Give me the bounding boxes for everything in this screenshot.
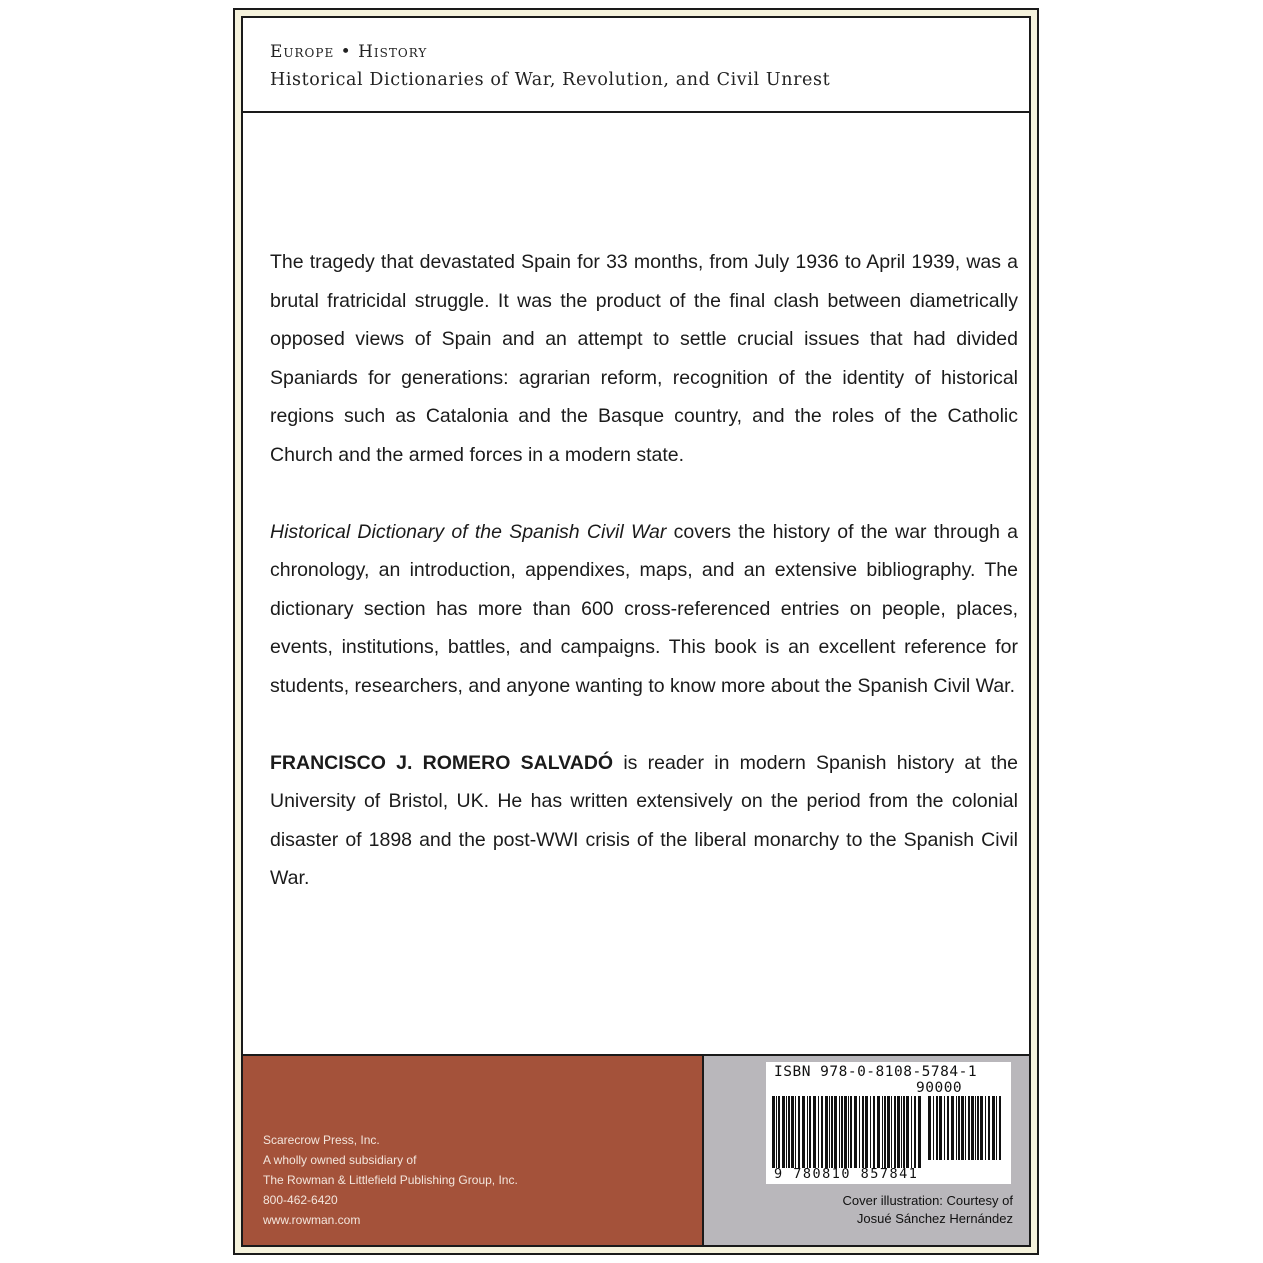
barcode-bar <box>903 1096 905 1168</box>
barcode-bar <box>985 1096 986 1160</box>
barcode-bar <box>844 1096 847 1168</box>
barcode-bar <box>862 1096 864 1168</box>
price-code: 90000 <box>916 1080 963 1096</box>
barcode-bar <box>944 1096 945 1160</box>
barcode-bar <box>788 1096 790 1168</box>
header-divider <box>243 111 1029 113</box>
isbn-label: ISBN 978-0-8108-5784-1 <box>774 1064 978 1080</box>
barcode-bar <box>791 1096 794 1168</box>
barcode-bar <box>971 1096 974 1160</box>
barcode-bar <box>897 1096 900 1168</box>
barcode-bar <box>961 1096 964 1160</box>
barcode-bar <box>882 1096 883 1168</box>
barcode-bar <box>834 1096 837 1168</box>
barcode-bar <box>988 1096 990 1160</box>
barcode-bar <box>911 1096 912 1168</box>
barcode-bar <box>996 1096 997 1160</box>
book-title: Historical Dictionary of the Spanish Civil War <box>270 520 667 543</box>
barcode-bar <box>850 1096 852 1168</box>
back-cover <box>241 16 1031 1247</box>
barcode-addon-bars <box>928 1096 1002 1160</box>
publisher-info <box>263 1130 518 1230</box>
barcode-bar <box>906 1096 909 1168</box>
description-paragraph-2 <box>270 513 1018 706</box>
barcode-bar <box>778 1096 780 1168</box>
barcode-bar <box>939 1096 942 1160</box>
series-title: Historical Dictionaries of War, Revolution, and Civil Unrest <box>270 70 831 90</box>
barcode-bar <box>894 1096 896 1168</box>
cover-credit <box>842 1192 1013 1228</box>
barcode-bar <box>947 1096 949 1160</box>
barcode-bar <box>839 1096 840 1168</box>
barcode-bar <box>965 1096 966 1160</box>
barcode-bar <box>798 1096 800 1168</box>
series-header <box>243 18 1029 111</box>
barcode-bar <box>807 1096 808 1168</box>
barcode-bar <box>933 1096 934 1160</box>
publisher-group: The Rowman & Littlefield Publishing Group, Inc. <box>263 1173 518 1187</box>
barcode-bar <box>821 1096 823 1168</box>
barcode-bar <box>809 1096 811 1168</box>
barcode-bar <box>795 1096 796 1168</box>
barcode-bar <box>813 1096 816 1168</box>
barcode-bar <box>977 1096 979 1160</box>
barcode-bar <box>870 1096 871 1168</box>
barcode-bar <box>829 1096 830 1168</box>
barcode-bar <box>928 1096 931 1160</box>
barcode-bar <box>884 1096 886 1168</box>
barcode-panel <box>704 1056 1029 1245</box>
publisher-subsidiary: A wholly owned subsidiary of <box>263 1153 417 1167</box>
cover-credit-line-1: Cover illustration: Courtesy of <box>842 1193 1013 1208</box>
description-paragraph-2-text: covers the history of the war through a chronology, an introduction, appendixes, maps, and an extensive bibliography. The dictionary section has more than 600 cross-referenced entries on people, places, events, institutions, battles, and campaigns. This book is an excellent reference for students, researchers, and anyone wanting to know more about the Spanish Civil War. <box>270 520 1018 697</box>
publisher-website: www.rowman.com <box>263 1213 361 1227</box>
barcode-bar <box>980 1096 983 1160</box>
barcode-bar <box>887 1096 890 1168</box>
cover-credit-line-2: Josué Sánchez Hernández <box>856 1211 1013 1226</box>
barcode-bar <box>859 1096 860 1168</box>
barcode-bar <box>975 1096 976 1160</box>
barcode-bar <box>854 1096 857 1168</box>
barcode <box>766 1062 1011 1184</box>
barcode-bar <box>891 1096 892 1168</box>
author-bio-text: is reader in modern Spanish history at the University of Bristol, UK. He has written extensively on the period from the colonial disaster of 1898 and the post-WWI crisis of the liberal monarchy to the Spanish Civil War. <box>270 751 1019 889</box>
category-label: Europe • History <box>270 42 428 62</box>
barcode-bar <box>786 1096 787 1168</box>
barcode-bar <box>999 1096 1001 1160</box>
barcode-bar <box>992 1096 995 1160</box>
author-bio <box>270 744 1018 898</box>
barcode-bar <box>918 1096 921 1168</box>
barcode-bar <box>877 1096 880 1168</box>
publisher-panel <box>243 1056 702 1245</box>
barcode-bar <box>776 1096 777 1168</box>
barcode-bar <box>914 1096 916 1168</box>
barcode-bar <box>848 1096 849 1168</box>
barcode-bar <box>936 1096 938 1160</box>
barcode-bar <box>818 1096 819 1168</box>
description <box>270 243 1018 936</box>
barcode-bar <box>865 1096 868 1168</box>
barcode-bar <box>958 1096 960 1160</box>
barcode-bar <box>901 1096 902 1168</box>
author-name: FRANCISCO J. ROMERO SALVADÓ <box>270 751 614 774</box>
barcode-bar <box>825 1096 828 1168</box>
barcode-bar <box>782 1096 785 1168</box>
barcode-bar <box>831 1096 833 1168</box>
barcode-bar <box>968 1096 970 1160</box>
barcode-number: 9 780810 857841 <box>774 1166 919 1182</box>
barcode-bar <box>956 1096 957 1160</box>
barcode-bar <box>802 1096 805 1168</box>
barcode-bar <box>772 1096 775 1168</box>
description-paragraph-1: The tragedy that devastated Spain for 33 months, from July 1936 to April 1939, was a brutal fratricidal struggle. It was the product of the final clash between diametrically opposed views of Spain and an attempt to settle crucial issues that had divided Spaniards for generations: agrarian reform, recognition of the identity of historical regions such as Catalonia and the Basque country, and the roles of the Catholic Church and the armed forces in a modern state. <box>270 251 1018 466</box>
back-cover-frame <box>233 8 1039 1255</box>
barcode-bar <box>873 1096 875 1168</box>
publisher-phone: 800-462-6420 <box>263 1193 338 1207</box>
barcode-bar <box>841 1096 843 1168</box>
publisher-name: Scarecrow Press, Inc. <box>263 1133 380 1147</box>
barcode-bars <box>772 1096 922 1168</box>
barcode-bar <box>951 1096 954 1160</box>
